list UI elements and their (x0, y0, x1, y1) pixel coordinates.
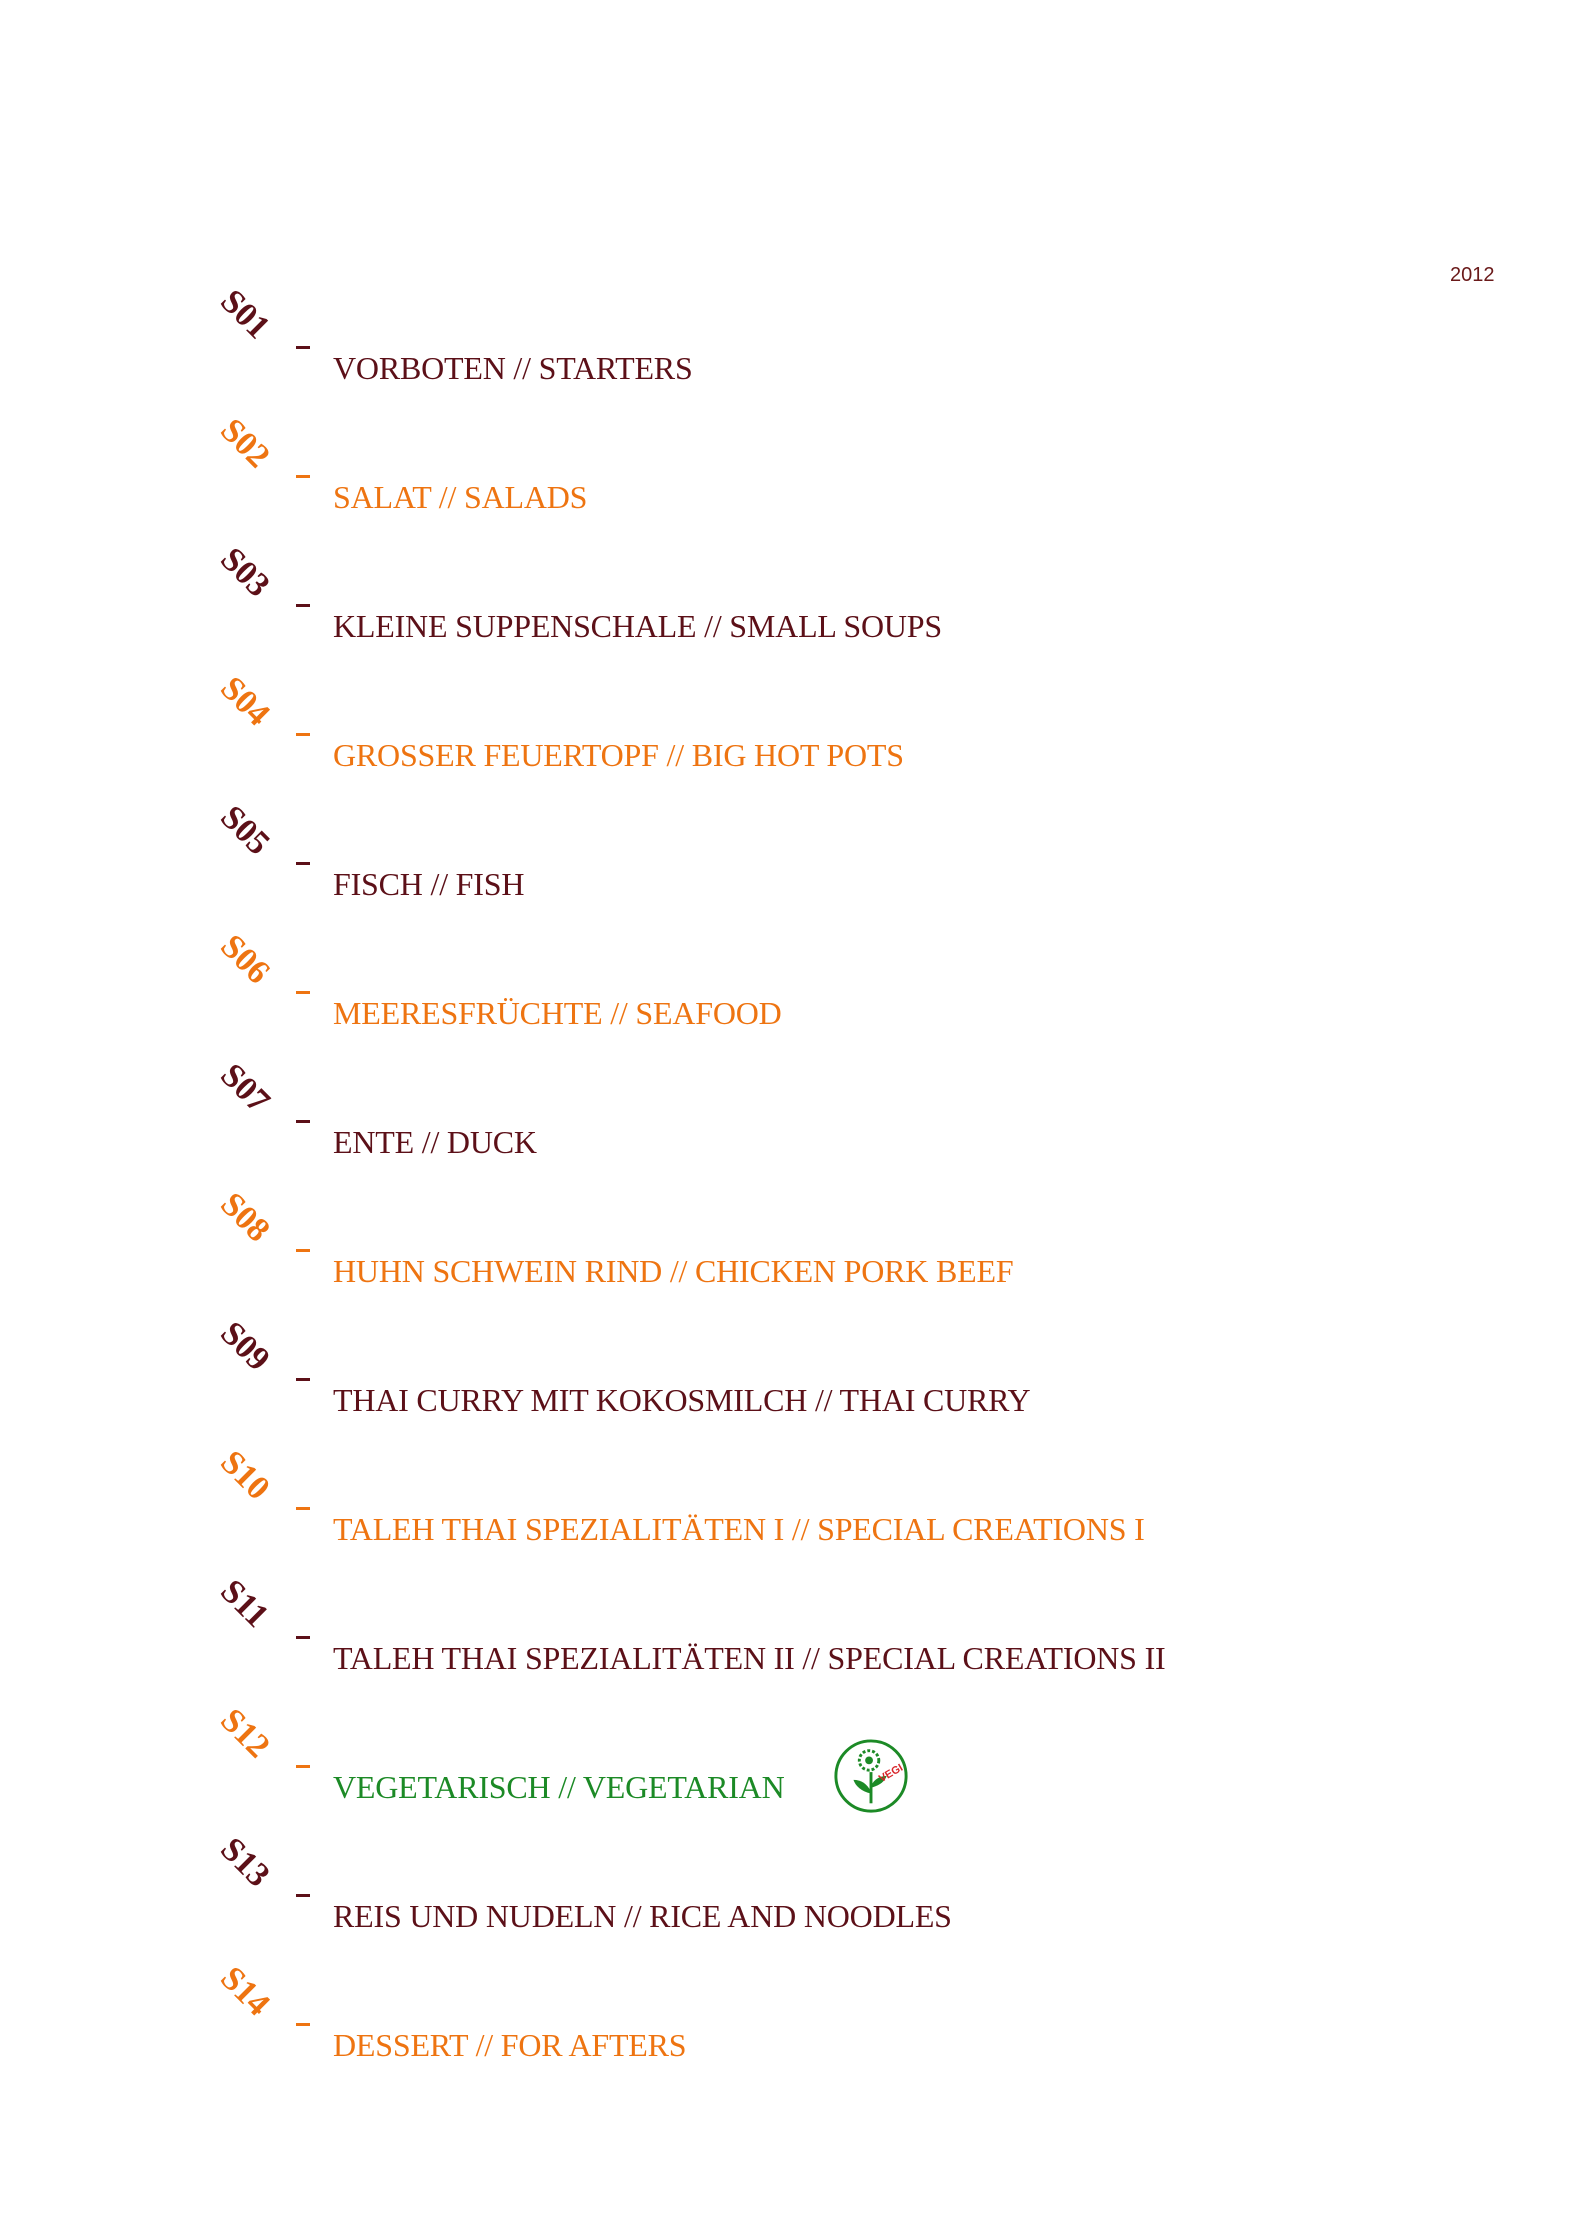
section-code: S10 (213, 1443, 277, 1508)
section-code: S11 (213, 1572, 276, 1635)
section-code: S13 (213, 1830, 277, 1895)
menu-section-s06[interactable] (0, 923, 1570, 1052)
section-code-underscore (296, 1636, 310, 1639)
section-code: S09 (213, 1314, 277, 1379)
section-code: S14 (213, 1959, 277, 2024)
section-title: TALEH THAI SPEZIALITÄTEN II // SPECIAL CREATIONS II (333, 1640, 1166, 1676)
year-label: 2012 (1450, 264, 1495, 286)
section-code-underscore (296, 1378, 310, 1381)
section-code-underscore (296, 1765, 310, 1768)
section-code: S03 (213, 540, 277, 605)
section-code-underscore (296, 1507, 310, 1510)
section-code: S07 (213, 1056, 277, 1121)
section-title: TALEH THAI SPEZIALITÄTEN I // SPECIAL CREATIONS I (333, 1511, 1145, 1547)
section-code-underscore (296, 1249, 310, 1252)
menu-section-s12[interactable] (0, 1697, 1570, 1826)
section-code-underscore (296, 1894, 310, 1897)
menu-section-s09[interactable] (0, 1310, 1570, 1439)
vegi-flower-icon (832, 1737, 910, 1815)
section-code: S01 (213, 282, 277, 347)
section-code: S02 (213, 411, 277, 476)
menu-section-s02[interactable] (0, 407, 1570, 536)
section-title: MEERESFRÜCHTE // SEAFOOD (333, 995, 782, 1031)
section-title: KLEINE SUPPENSCHALE // SMALL SOUPS (333, 608, 942, 644)
menu-section-s04[interactable] (0, 665, 1570, 794)
menu-section-s05[interactable] (0, 794, 1570, 923)
section-title: HUHN SCHWEIN RIND // CHICKEN PORK BEEF (333, 1253, 1014, 1289)
section-code: S04 (213, 669, 277, 734)
menu-section-s08[interactable] (0, 1181, 1570, 1310)
vegi-badge-text: VEGI (876, 1761, 906, 1786)
section-title: REIS UND NUDELN // RICE AND NOODLES (333, 1898, 952, 1934)
section-code: S06 (213, 927, 277, 992)
section-code: S05 (213, 798, 277, 863)
section-code-underscore (296, 346, 310, 349)
section-code-underscore (296, 604, 310, 607)
section-code-underscore (296, 475, 310, 478)
section-title: THAI CURRY MIT KOKOSMILCH // THAI CURRY (333, 1382, 1031, 1418)
menu-section-s07[interactable] (0, 1052, 1570, 1181)
menu-section-s10[interactable] (0, 1439, 1570, 1568)
section-code-underscore (296, 862, 310, 865)
section-code-underscore (296, 2023, 310, 2026)
section-title: FISCH // FISH (333, 866, 525, 902)
menu-section-s01[interactable] (0, 278, 1570, 407)
section-code: S12 (213, 1701, 277, 1766)
section-code: S08 (213, 1185, 277, 1250)
section-code-underscore (296, 991, 310, 994)
section-title: SALAT // SALADS (333, 479, 588, 515)
menu-section-s14[interactable] (0, 1955, 1570, 2084)
section-title: VEGETARISCH // VEGETARIAN (333, 1769, 785, 1805)
section-code-underscore (296, 733, 310, 736)
menu-section-s13[interactable] (0, 1826, 1570, 1955)
menu-section-s11[interactable] (0, 1568, 1570, 1697)
section-title: DESSERT // FOR AFTERS (333, 2027, 687, 2063)
section-title: ENTE // DUCK (333, 1124, 537, 1160)
section-code-underscore (296, 1120, 310, 1123)
menu-section-s03[interactable] (0, 536, 1570, 665)
menu-section-list (0, 278, 1570, 2084)
section-title: VORBOTEN // STARTERS (333, 350, 693, 386)
section-title: GROSSER FEUERTOPF // BIG HOT POTS (333, 737, 904, 773)
